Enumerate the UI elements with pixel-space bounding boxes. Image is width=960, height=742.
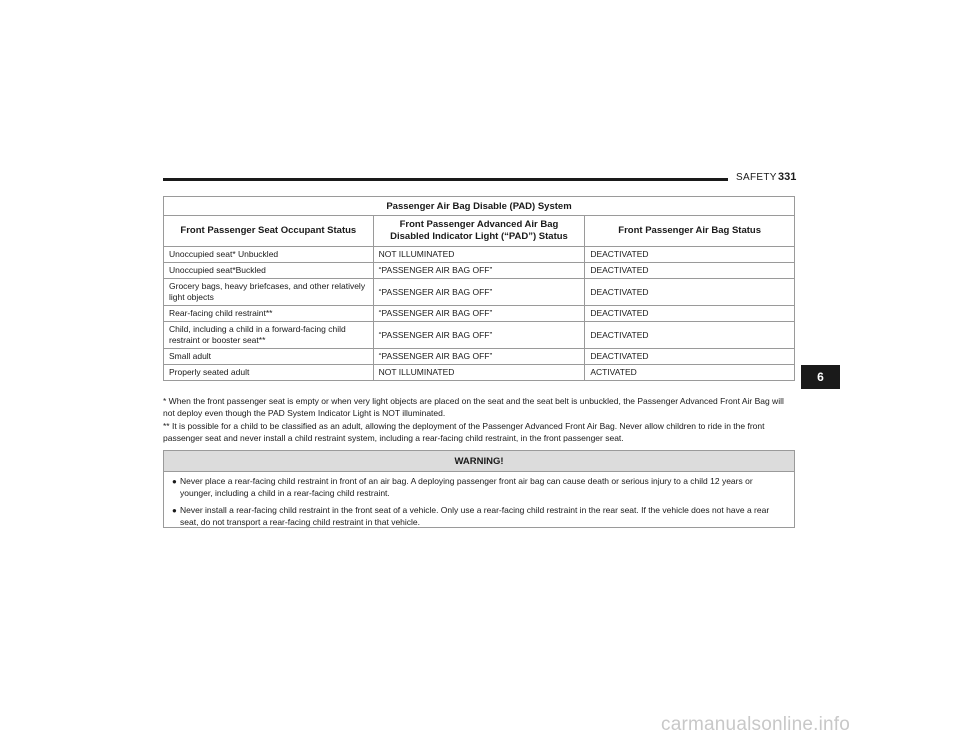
table-row [164,322,795,349]
watermark: carmanualsonline.info [661,714,851,735]
page-number: 331 [778,171,797,183]
column-header-occupant-status: Front Passenger Seat Occupant Status [164,216,374,247]
table-header-row [164,216,795,247]
table-cell: Properly seated adult [164,365,374,381]
bullet-icon: ● [172,506,177,515]
warning-box [163,450,795,528]
table-cell: DEACTIVATED [585,279,795,306]
pad-system-table [163,196,795,381]
footnote-single-star: * When the front passenger seat is empty or when very light objects are placed on the seat and the seat belt is unbuckled, the Passenger Advanced Front Air Bag will not deploy even though the PAD System Indicator Light is NOT illuminated. [163,396,784,418]
bullet-icon: ● [172,477,177,486]
table-cell: NOT ILLUMINATED [373,365,585,381]
table-row [164,279,795,306]
table-cell: Child, including a child in a forward-facing child restraint or booster seat** [164,322,374,349]
table-title: Passenger Air Bag Disable (PAD) System [164,197,795,216]
table-row [164,365,795,381]
warning-item-text: Never install a rear-facing child restraint in the front seat of a vehicle. Only use a rear-facing child restraint in the rear seat. If the vehicle does not have a rear seat, do not transport a rear-facing child restraint in that vehicle. [180,505,770,527]
table-cell: DEACTIVATED [585,247,795,263]
table-cell: “PASSENGER AIR BAG OFF” [373,263,585,279]
header-rule [163,178,728,181]
table-row [164,263,795,279]
footnote-double-star: ** It is possible for a child to be classified as an adult, allowing the deployment of the Passenger Advanced Front Air Bag. Never allow children to ride in the front passenger seat and never install a child restraint system, including a rear-facing child restraint, in the front passenger seat. [163,421,765,443]
table-cell: DEACTIVATED [585,306,795,322]
table-row [164,306,795,322]
table-cell: Unoccupied seat* Unbuckled [164,247,374,263]
section-title: SAFETY [736,172,777,183]
warning-item-text: Never place a rear-facing child restraint in front of an air bag. A deploying passenger front air bag can cause death or serious injury to a child 12 years or younger, including a child in a rear-facing child restraint. [180,476,753,498]
table-cell: ACTIVATED [585,365,795,381]
table-cell: NOT ILLUMINATED [373,247,585,263]
table-cell: “PASSENGER AIR BAG OFF” [373,306,585,322]
table-cell: Rear-facing child restraint** [164,306,374,322]
table-title-row [164,197,795,216]
table-row [164,247,795,263]
chapter-tab: 6 [801,365,840,389]
column-header-air-bag-status: Front Passenger Air Bag Status [585,216,795,247]
table-cell: “PASSENGER AIR BAG OFF” [373,279,585,306]
table-cell: Unoccupied seat*Buckled [164,263,374,279]
table-cell: DEACTIVATED [585,349,795,365]
warning-item [164,476,794,499]
column-header-pad-light-status: Front Passenger Advanced Air Bag Disabled Indicator Light (“PAD”) Status [373,216,585,247]
table-cell: “PASSENGER AIR BAG OFF” [373,349,585,365]
table-cell: DEACTIVATED [585,263,795,279]
table-cell: Grocery bags, heavy briefcases, and other relatively light objects [164,279,374,306]
table-cell: DEACTIVATED [585,322,795,349]
warning-title: WARNING! [164,451,794,472]
table-row [164,349,795,365]
table-cell: Small adult [164,349,374,365]
warning-item [164,505,794,528]
table-cell: “PASSENGER AIR BAG OFF” [373,322,585,349]
